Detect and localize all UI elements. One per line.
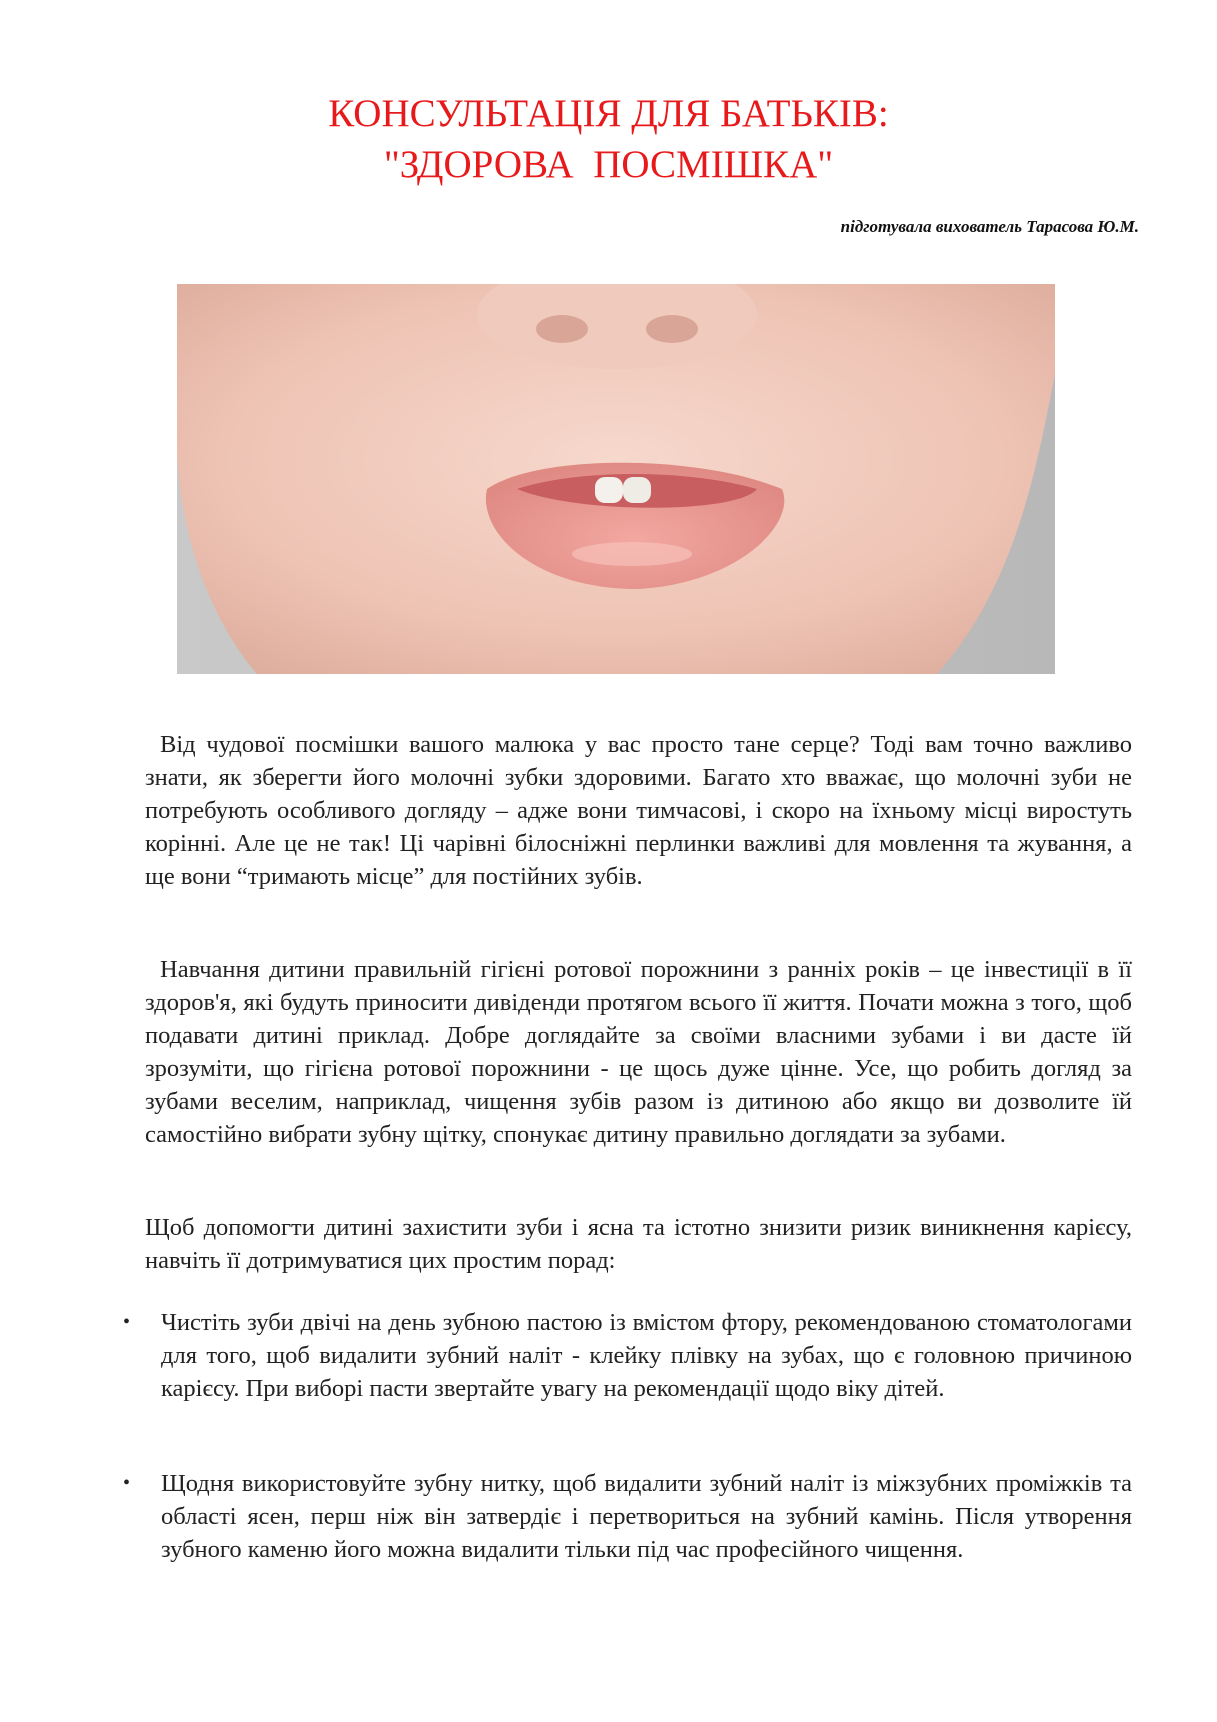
tips-list-continued (120, 1467, 1132, 1566)
document-title (0, 88, 1217, 190)
intro-paragraph: Від чудової посмішки вашого малюка у вас просто тане серце? Тоді вам точно важливо знати, як зберегти його молочні зубки здоровими. Багато хто вважає, що молочні зуби не потребують особливого догляду – адже вони тимчасові, і скоро на їхньому місці виростуть корінні. Але це не так! Ці чарівні білосніжні перлинки важливі для мовлення та жування, а ще вони “тримають місце” для постійних зубів. (145, 731, 1132, 890)
tips-intro-paragraph: Щоб допомогти дитині захистити зуби і ясна та істотно знизити ризик виникнення карієсу, навчіть її дотримуватися цих простим порад: (145, 1214, 1132, 1274)
list-item: • Щодня використовуйте зубну нитку, щоб видалити зубний наліт із міжзубних проміжків та області ясен, перш ніж він затвердіє і перетвориться на зубний камінь. Після утворення зубного каменю його можна видалити тільки під час професійного чищення. (120, 1467, 1132, 1566)
tips-list (120, 1306, 1132, 1405)
title-line-1: КОНСУЛЬТАЦІЯ ДЛЯ БАТЬКІВ: (328, 92, 889, 135)
title-line-2: "ЗДОРОВА ПОСМІШКА" (383, 143, 834, 186)
bullet-icon: • (123, 1311, 131, 1333)
list-item: • Чистіть зуби двічі на день зубною пастою із вмістом фтору, рекомендованою стоматологами для того, щоб видалити зубний наліт - клейку плівку на зубах, що є головною причиною карієсу. При виборі пасти звертайте увагу на рекомендації щодо віку дітей. (120, 1306, 1132, 1405)
hygiene-paragraph: Навчання дитини правильній гігієні ротової порожнини з ранніх років – це інвестиції в її здоров'я, які будуть приносити дивіденди протягом всього її життя. Почати можна з того, щоб подавати дитині приклад. Добре доглядайте за своїми власними зубами і ви дасте їй зрозуміти, що гігієна ротової порожнини - це щось дуже цінне. Усе, що робить догляд за зубами веселим, наприклад, чищення зубів разом із дитиною або якщо ви дозволите їй самостійно вибрати зубну щітку, спонукає дитину правильно доглядати за зубами. (145, 956, 1132, 1148)
baby-smile-photo (177, 284, 1055, 674)
bullet-icon: • (123, 1472, 131, 1494)
author-credit: підготувала вихователь Тарасова Ю.М. (840, 217, 1139, 236)
